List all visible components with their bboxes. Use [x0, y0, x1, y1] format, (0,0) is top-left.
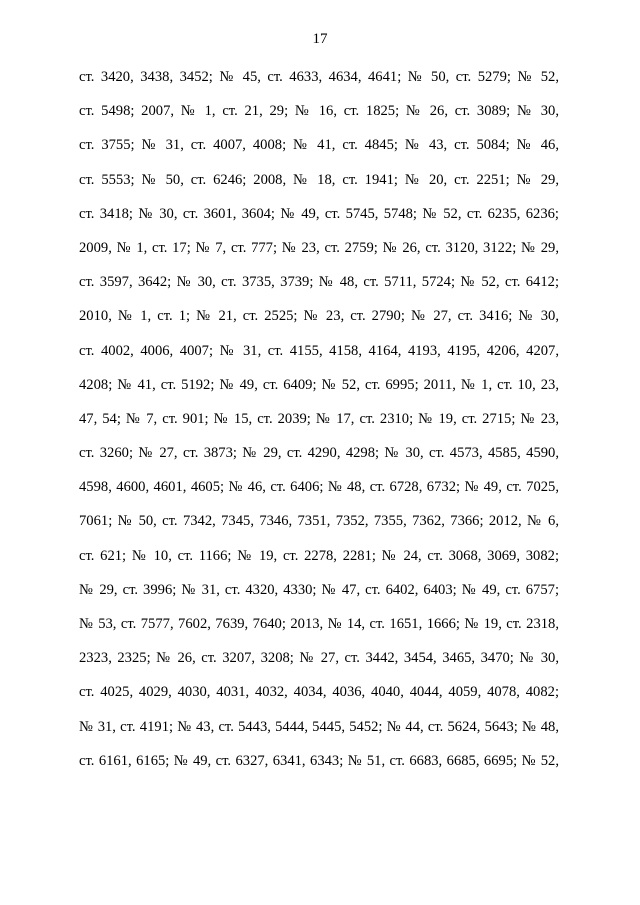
text-line: 47, 54; № 7, ст. 901; № 15, ст. 2039; № 17, ст. 2310; № 19, ст. 2715; № 23,: [79, 410, 559, 427]
text-line: ст. 5553; № 50, ст. 6246; 2008, № 18, ст. 1941; № 20, ст. 2251; № 29,: [79, 171, 559, 188]
text-line: 7061; № 50, ст. 7342, 7345, 7346, 7351, 7352, 7355, 7362, 7366; 2012, № 6,: [79, 513, 559, 530]
text-line: 4208; № 41, ст. 5192; № 49, ст. 6409; № 52, ст. 6995; 2011, № 1, ст. 10, 23,: [79, 376, 559, 393]
text-line: ст. 6161, 6165; № 49, ст. 6327, 6341, 6343; № 51, ст. 6683, 6685, 6695; № 52,: [79, 752, 559, 769]
text-line: ст. 3420, 3438, 3452; № 45, ст. 4633, 4634, 4641; № 50, ст. 5279; № 52,: [79, 69, 559, 85]
text-line: ст. 4002, 4006, 4007; № 31, ст. 4155, 4158, 4164, 4193, 4195, 4206, 4207,: [79, 342, 559, 359]
text-line: № 29, ст. 3996; № 31, ст. 4320, 4330; № 47, ст. 6402, 6403; № 49, ст. 6757;: [79, 581, 559, 598]
text-line: ст. 3755; № 31, ст. 4007, 4008; № 41, ст. 4845; № 43, ст. 5084; № 46,: [79, 137, 559, 154]
text-line: № 31, ст. 4191; № 43, ст. 5443, 5444, 5445, 5452; № 44, ст. 5624, 5643; № 48,: [79, 718, 559, 735]
text-line: 2323, 2325; № 26, ст. 3207, 3208; № 27, ст. 3442, 3454, 3465, 3470; № 30,: [79, 650, 559, 667]
text-line: 2009, № 1, ст. 17; № 7, ст. 777; № 23, ст. 2759; № 26, ст. 3120, 3122; № 29,: [79, 239, 559, 256]
text-line: ст. 4025, 4029, 4030, 4031, 4032, 4034, 4036, 4040, 4044, 4059, 4078, 4082;: [79, 684, 559, 701]
body-text: [79, 64, 559, 782]
text-line: ст. 3597, 3642; № 30, ст. 3735, 3739; № 48, ст. 5711, 5724; № 52, ст. 6412;: [79, 274, 559, 291]
text-line: 2010, № 1, ст. 1; № 21, ст. 2525; № 23, ст. 2790; № 27, ст. 3416; № 30,: [79, 308, 559, 325]
text-line: 4598, 4600, 4601, 4605; № 46, ст. 6406; № 48, ст. 6728, 6732; № 49, ст. 7025,: [79, 479, 559, 496]
text-line: ст. 5498; 2007, № 1, ст. 21, 29; № 16, ст. 1825; № 26, ст. 3089; № 30,: [79, 103, 559, 120]
text-line: ст. 3260; № 27, ст. 3873; № 29, ст. 4290, 4298; № 30, ст. 4573, 4585, 4590,: [79, 445, 559, 462]
page-number: 17: [312, 31, 328, 47]
text-line: ст. 3418; № 30, ст. 3601, 3604; № 49, ст. 5745, 5748; № 52, ст. 6235, 6236;: [79, 205, 559, 222]
text-line: ст. 621; № 10, ст. 1166; № 19, ст. 2278, 2281; № 24, ст. 3068, 3069, 3082;: [79, 547, 559, 564]
text-line: № 53, ст. 7577, 7602, 7639, 7640; 2013, № 14, ст. 1651, 1666; № 19, ст. 2318,: [79, 616, 559, 632]
